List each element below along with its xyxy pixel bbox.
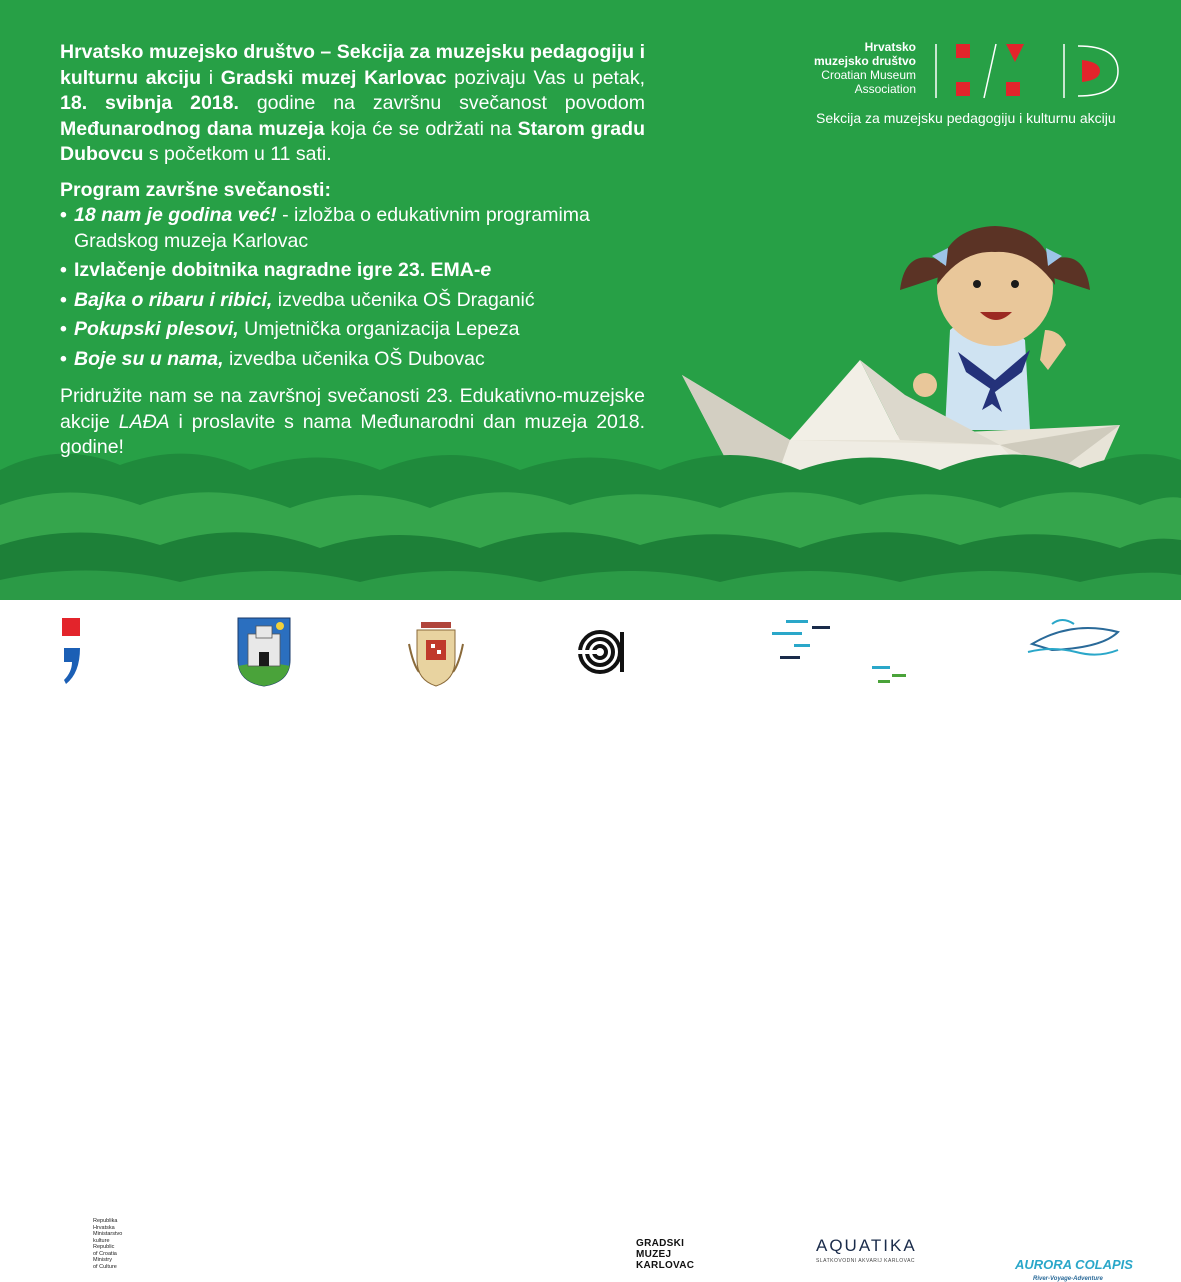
ministry-text-line: Hrvatska [93,1224,115,1231]
hmd-mark-icon [936,42,1126,100]
invitation-canvas [0,0,1181,600]
program-heading: Program završne svečanosti: [60,178,331,201]
karlovac-coat-of-arms-logo [407,614,465,690]
hmd-name-line: Croatian Museum [821,68,916,82]
bullet: • [60,204,67,226]
hmd-name-line: Hrvatsko [864,40,916,54]
intro-text: s početkom u 11 sati. [143,143,332,165]
program-item [60,317,645,343]
ministry-text-line: Republika [93,1218,118,1224]
program-item-title: Boje su u nama, [74,347,224,370]
venue-name: Starom gradu Dubovcu [60,117,645,165]
program-item [60,347,645,373]
zagreb-coat-of-arms-logo [236,616,292,688]
program-item-title: 18 nam je godina već! [74,204,277,226]
gmk-text-line: MUZEJ [636,1249,672,1260]
ministry-text-line: Republic [93,1244,115,1250]
gradski-muzej-text [636,1238,694,1271]
ministry-text-line: of Croatia [93,1250,117,1257]
ministry-text-line: kulture [93,1237,110,1244]
action-name: LAĐA [118,410,170,433]
intro-text: koja će se održati na [324,117,518,140]
organizer-name: Hrvatsko muzejsko društvo – Sekcija za muzejsku pedagogiju i kulturnu akciju [60,41,645,89]
museum-name: Gradski muzej Karlovac [220,66,447,89]
aurora-colapis-boat-icon [1022,614,1122,656]
program-item-title-suffix: e [480,259,492,281]
program-item [60,203,645,254]
program-item-title: Pokupski plesovi, [74,318,239,340]
ministry-text [93,1218,153,1270]
bullet: • [60,318,67,340]
ministry-text-line: of Culture [93,1263,117,1270]
program-item-text: izvedba učenika OŠ Dubovac [223,347,485,370]
intro-text: i [201,66,221,89]
bullet: • [60,288,67,311]
hmd-name-line: muzejsko društvo [813,54,916,68]
program-item [60,288,645,314]
gmk-text-line: KARLOVAC [636,1260,695,1271]
program-item [60,258,645,284]
gmk-text-line: GRADSKI [636,1238,685,1249]
program-item-text: Umjetnička organizacija Lepeza [238,318,520,340]
aurora-subtitle: River-Voyage-Adventure [1033,1276,1103,1282]
bullet: • [60,259,67,281]
closing-text: i proslavite s nama Međunarodni dan muzeja 2018. godine! [60,410,645,458]
occasion-name: Međunarodnog dana muzeja [60,117,325,140]
hmd-name-line: Association [854,82,916,96]
ministry-text-line: Ministry [93,1257,112,1263]
closing-text: Pridružite nam se na završnoj svečanosti 23. Edukativno-muzejske akcije [60,385,645,433]
intro-paragraph [60,40,645,168]
aquatika-name: AQUATIKA [816,1236,917,1255]
aquatika-subtitle: SLATKOVODNI AKVARIJ KARLOVAC [816,1258,916,1264]
intro-text: godine na završnu svečanost povodom [238,92,645,114]
program-item-text: izvedba učenika OŠ Draganić [272,288,535,311]
ministry-text-line: Ministarstvo [93,1231,123,1237]
program-list [60,203,645,372]
girl-illustration [900,226,1090,430]
event-date: 18. svibnja 2018. [60,92,239,114]
hmd-subtitle: Sekcija za muzejsku pedagogiju i kulturnu akciju [816,110,1116,126]
program-item-text: - izložba o edukativnim programima Gradskog muzeja Karlovac [74,204,590,252]
ministry-of-culture-logo [60,618,90,688]
program-item-title: Bajka o ribaru i ribici, [74,288,273,311]
hmd-name [790,40,916,96]
aurora-name: AURORA COLAPIS [1015,1257,1133,1272]
invitation-text [60,40,645,461]
closing-paragraph [60,384,645,461]
bullet: • [60,347,67,370]
waves [0,454,1181,600]
aquatika-logo [772,620,932,686]
program-item-title: Izvlačenje dobitnika nagradne igre 23. EMA- [74,259,481,281]
sponsor-footer [0,600,1181,1282]
gradski-muzej-karlovac-logo [578,628,634,678]
intro-text: pozivaju Vas u petak, [446,66,645,89]
hmd-logo [790,40,1140,130]
